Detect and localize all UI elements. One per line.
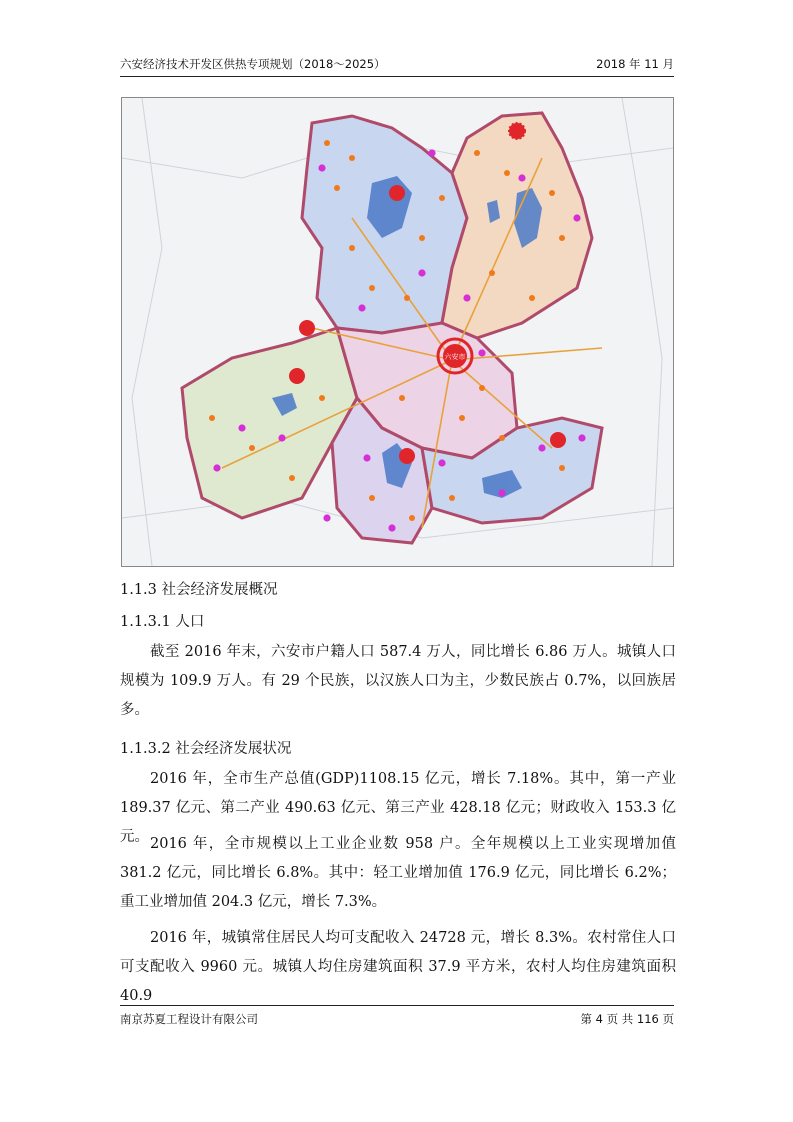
city-label: 六安市 <box>444 353 466 361</box>
document-title: 六安经济技术开发区供热专项规划（2018～2025） <box>120 57 386 71</box>
section-heading-1-1-3-2: 1.1.3.2 社会经济发展状况 <box>120 741 292 757</box>
page-number: 第 4 页 共 116 页 <box>580 1012 674 1026</box>
document-date: 2018 年 11 月 <box>596 57 674 71</box>
paragraph-gdp: 2016 年，全市生产总值(GDP)1108.15 亿元，增长 7.18%。其中，第一产业 189.37 亿元、第二产业 490.63 亿元、第三产业 428.18 亿元；财政收入 153.3 亿元。 <box>120 771 676 845</box>
footer-rule <box>120 1005 674 1006</box>
paragraph-industry: 2016 年，全市规模以上工业企业数 958 户。全年规模以上工业实现增加值 381.2 亿元，同比增长 6.8%。其中：轻工业增加值 176.9 亿元，同比增长 6.2%；重工业增加值 204.3 亿元，增长 7.3%。 <box>120 836 676 910</box>
city-center-marker <box>438 339 472 373</box>
header-rule <box>120 76 674 77</box>
page-footer <box>120 1011 674 1031</box>
section-heading-1-1-3-1: 1.1.3.1 人口 <box>120 614 205 630</box>
map-graphic <box>122 98 673 566</box>
company-name: 南京苏夏工程设计有限公司 <box>120 1012 258 1026</box>
page-header <box>120 56 674 76</box>
section-heading-1-1-3: 1.1.3 社会经济发展概况 <box>120 582 278 598</box>
regional-map <box>121 97 674 567</box>
paragraph-income: 2016 年，城镇常住居民人均可支配收入 24728 元，增长 8.3%。农村常住人口可支配收入 9960 元。城镇人均住房建筑面积 37.9 平方米，农村人均住房建筑面积 40.9 <box>120 930 676 1004</box>
paragraph-population: 截至 2016 年末，六安市户籍人口 587.4 万人，同比增长 6.86 万人。城镇人口规模为 109.9 万人。有 29 个民族，以汉族人口为主，少数民族占 0.7%，以回族居多。 <box>120 644 676 718</box>
